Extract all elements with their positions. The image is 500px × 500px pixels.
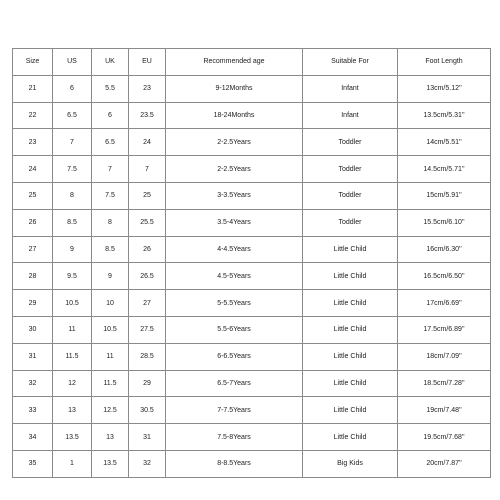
header-row (13, 49, 491, 76)
cell-foot-length: 16cm/6.30'' (398, 236, 491, 263)
cell-us: 8 (53, 182, 92, 209)
cell-foot-length: 17cm/6.69'' (398, 290, 491, 317)
cell-uk: 8.5 (92, 236, 129, 263)
cell-us: 9 (53, 236, 92, 263)
cell-recommended-age: 5.5-6Years (166, 316, 303, 343)
cell-eu: 29 (129, 370, 166, 397)
cell-uk: 10 (92, 290, 129, 317)
table-row (13, 156, 491, 183)
cell-recommended-age: 3-3.5Years (166, 182, 303, 209)
header-uk: UK (92, 49, 129, 76)
cell-uk: 13.5 (92, 450, 129, 477)
cell-uk: 9 (92, 263, 129, 290)
table-body (13, 75, 491, 477)
cell-suitable-for: Toddler (303, 209, 398, 236)
cell-recommended-age: 9-12Months (166, 75, 303, 102)
cell-us: 13.5 (53, 424, 92, 451)
cell-uk: 12.5 (92, 397, 129, 424)
cell-recommended-age: 5-5.5Years (166, 290, 303, 317)
cell-us: 11 (53, 316, 92, 343)
cell-eu: 24 (129, 129, 166, 156)
cell-us: 9.5 (53, 263, 92, 290)
header-size: Size (13, 49, 53, 76)
cell-size: 23 (13, 129, 53, 156)
cell-eu: 25.5 (129, 209, 166, 236)
cell-size: 25 (13, 182, 53, 209)
cell-recommended-age: 4.5-5Years (166, 263, 303, 290)
table-row (13, 75, 491, 102)
cell-size: 28 (13, 263, 53, 290)
cell-eu: 31 (129, 424, 166, 451)
cell-foot-length: 13.5cm/5.31'' (398, 102, 491, 129)
cell-suitable-for: Little Child (303, 263, 398, 290)
cell-eu: 26.5 (129, 263, 166, 290)
cell-suitable-for: Infant (303, 75, 398, 102)
cell-uk: 8 (92, 209, 129, 236)
cell-us: 1 (53, 450, 92, 477)
header-us: US (53, 49, 92, 76)
cell-foot-length: 19cm/7.48'' (398, 397, 491, 424)
table-row (13, 316, 491, 343)
cell-suitable-for: Big Kids (303, 450, 398, 477)
cell-recommended-age: 3.5-4Years (166, 209, 303, 236)
table-row (13, 290, 491, 317)
cell-size: 32 (13, 370, 53, 397)
header-eu: EU (129, 49, 166, 76)
cell-uk: 10.5 (92, 316, 129, 343)
header-suitable-for: Suitable For (303, 49, 398, 76)
cell-eu: 28.5 (129, 343, 166, 370)
cell-suitable-for: Little Child (303, 397, 398, 424)
size-chart-table (12, 48, 491, 478)
cell-foot-length: 13cm/5.12'' (398, 75, 491, 102)
cell-recommended-age: 2-2.5Years (166, 156, 303, 183)
cell-foot-length: 15.5cm/6.10'' (398, 209, 491, 236)
cell-suitable-for: Little Child (303, 236, 398, 263)
cell-size: 33 (13, 397, 53, 424)
table-row (13, 397, 491, 424)
cell-recommended-age: 6.5-7Years (166, 370, 303, 397)
cell-recommended-age: 7.5-8Years (166, 424, 303, 451)
cell-suitable-for: Little Child (303, 290, 398, 317)
cell-uk: 7 (92, 156, 129, 183)
table-row (13, 236, 491, 263)
cell-eu: 30.5 (129, 397, 166, 424)
cell-us: 7 (53, 129, 92, 156)
cell-suitable-for: Infant (303, 102, 398, 129)
cell-uk: 6 (92, 102, 129, 129)
cell-eu: 26 (129, 236, 166, 263)
cell-foot-length: 17.5cm/6.89'' (398, 316, 491, 343)
table-row (13, 129, 491, 156)
table-row (13, 450, 491, 477)
cell-suitable-for: Little Child (303, 424, 398, 451)
cell-size: 27 (13, 236, 53, 263)
cell-us: 12 (53, 370, 92, 397)
header-recommended-age: Recommended age (166, 49, 303, 76)
table-row (13, 343, 491, 370)
cell-foot-length: 16.5cm/6.50'' (398, 263, 491, 290)
cell-uk: 11.5 (92, 370, 129, 397)
table-row (13, 209, 491, 236)
cell-uk: 13 (92, 424, 129, 451)
cell-foot-length: 14.5cm/5.71'' (398, 156, 491, 183)
cell-uk: 6.5 (92, 129, 129, 156)
cell-size: 35 (13, 450, 53, 477)
cell-recommended-age: 6-6.5Years (166, 343, 303, 370)
cell-us: 6.5 (53, 102, 92, 129)
cell-recommended-age: 8-8.5Years (166, 450, 303, 477)
table-row (13, 182, 491, 209)
cell-size: 30 (13, 316, 53, 343)
cell-recommended-age: 18-24Months (166, 102, 303, 129)
cell-size: 29 (13, 290, 53, 317)
cell-us: 6 (53, 75, 92, 102)
cell-eu: 27.5 (129, 316, 166, 343)
cell-uk: 7.5 (92, 182, 129, 209)
cell-suitable-for: Little Child (303, 370, 398, 397)
cell-foot-length: 15cm/5.91'' (398, 182, 491, 209)
cell-size: 31 (13, 343, 53, 370)
cell-recommended-age: 4-4.5Years (166, 236, 303, 263)
table-row (13, 424, 491, 451)
cell-us: 13 (53, 397, 92, 424)
cell-suitable-for: Toddler (303, 129, 398, 156)
cell-suitable-for: Little Child (303, 316, 398, 343)
table-row (13, 102, 491, 129)
cell-size: 21 (13, 75, 53, 102)
cell-uk: 5.5 (92, 75, 129, 102)
cell-eu: 32 (129, 450, 166, 477)
cell-foot-length: 20cm/7.87'' (398, 450, 491, 477)
cell-suitable-for: Toddler (303, 182, 398, 209)
cell-eu: 25 (129, 182, 166, 209)
table-row (13, 370, 491, 397)
cell-eu: 23 (129, 75, 166, 102)
cell-size: 34 (13, 424, 53, 451)
cell-size: 22 (13, 102, 53, 129)
cell-size: 24 (13, 156, 53, 183)
cell-size: 26 (13, 209, 53, 236)
header-foot-length: Foot Length (398, 49, 491, 76)
cell-us: 7.5 (53, 156, 92, 183)
cell-us: 11.5 (53, 343, 92, 370)
table-row (13, 263, 491, 290)
cell-uk: 11 (92, 343, 129, 370)
cell-us: 8.5 (53, 209, 92, 236)
cell-suitable-for: Toddler (303, 156, 398, 183)
cell-foot-length: 18cm/7.09'' (398, 343, 491, 370)
cell-foot-length: 14cm/5.51'' (398, 129, 491, 156)
cell-us: 10.5 (53, 290, 92, 317)
cell-foot-length: 18.5cm/7.28'' (398, 370, 491, 397)
cell-suitable-for: Little Child (303, 343, 398, 370)
cell-recommended-age: 7-7.5Years (166, 397, 303, 424)
cell-eu: 27 (129, 290, 166, 317)
cell-recommended-age: 2-2.5Years (166, 129, 303, 156)
cell-eu: 7 (129, 156, 166, 183)
cell-eu: 23.5 (129, 102, 166, 129)
cell-foot-length: 19.5cm/7.68'' (398, 424, 491, 451)
